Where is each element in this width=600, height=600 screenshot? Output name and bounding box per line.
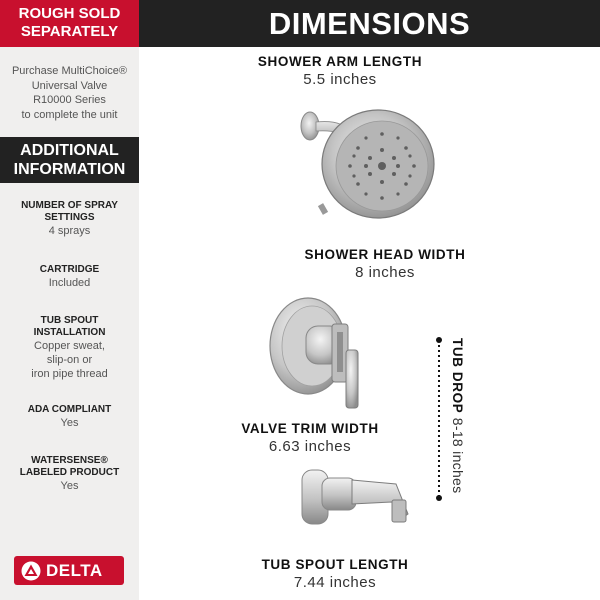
shower-head-image (296, 100, 444, 220)
sidebar (0, 0, 139, 600)
spec-label: SETTINGS (44, 212, 95, 223)
spec-ada-compliant (0, 404, 139, 430)
valve-trim-dimension (210, 420, 410, 456)
dimension-label: SHOWER HEAD WIDTH (304, 247, 466, 262)
spec-value: slip-on or (46, 354, 93, 366)
purchase-note (4, 64, 135, 122)
tub-drop-marker (432, 336, 446, 502)
spec-label: ADA COMPLIANT (27, 404, 112, 415)
dimension-value: 5.5 inches (303, 71, 377, 88)
dimension-value: 8-18 inches (450, 417, 466, 494)
spec-value: Yes (60, 480, 79, 492)
tub-spout-dimension (235, 556, 435, 592)
spec-cartridge (0, 264, 139, 290)
shower-arm-dimension (240, 53, 440, 89)
purchase-note-line: R10000 Series (33, 94, 106, 106)
tub-spout-image (296, 464, 414, 540)
delta-logo (14, 556, 124, 585)
page-title: DIMENSIONS (139, 0, 600, 47)
spec-value: iron pipe thread (31, 368, 108, 380)
purchase-note-line: Purchase MultiChoice® (11, 65, 128, 77)
spec-label: CARTRIDGE (39, 264, 100, 275)
rough-sold-separately-banner (0, 0, 139, 47)
dimension-label: TUB DROP (450, 338, 465, 414)
dimension-value: 6.63 inches (268, 438, 352, 455)
spec-value: Included (48, 277, 91, 289)
dimension-label: TUB SPOUT LENGTH (261, 557, 409, 572)
spec-label: TUB SPOUT (40, 315, 99, 326)
spec-watersense (0, 455, 139, 493)
shower-head-dimension (285, 246, 485, 282)
spec-tub-spout-installation (0, 315, 139, 381)
spec-spray-settings (0, 200, 139, 238)
delta-logo-text: DELTA (46, 560, 103, 580)
spec-label: LABELED PRODUCT (19, 467, 120, 478)
additional-information-banner (0, 137, 139, 183)
purchase-note-line: to complete the unit (21, 108, 118, 121)
dimension-value: 8 inches (355, 264, 415, 281)
tub-drop-text (448, 338, 466, 493)
purchase-note-line: Universal Valve (31, 79, 108, 92)
spec-value: Copper sweat, (34, 340, 105, 352)
valve-trim-image (268, 296, 368, 412)
spec-label: WATERSENSE® (31, 455, 108, 466)
additional-banner-line-2: INFORMATION (13, 161, 126, 178)
tub-drop-dimension (446, 338, 466, 502)
dimension-label: SHOWER ARM LENGTH (257, 54, 423, 69)
dimension-value: 7.44 inches (293, 574, 377, 591)
spec-label: INSTALLATION (33, 327, 106, 338)
delta-triangle-icon (20, 561, 42, 581)
spec-label: NUMBER OF SPRAY (21, 200, 118, 211)
additional-banner-line-1: ADDITIONAL (20, 142, 119, 159)
rough-banner-line-1: ROUGH SOLD (18, 5, 121, 22)
rough-banner-line-2: SEPARATELY (20, 23, 119, 40)
dimension-label: VALVE TRIM WIDTH (241, 421, 379, 436)
spec-value: 4 sprays (48, 225, 91, 237)
spec-value: Yes (60, 417, 79, 429)
